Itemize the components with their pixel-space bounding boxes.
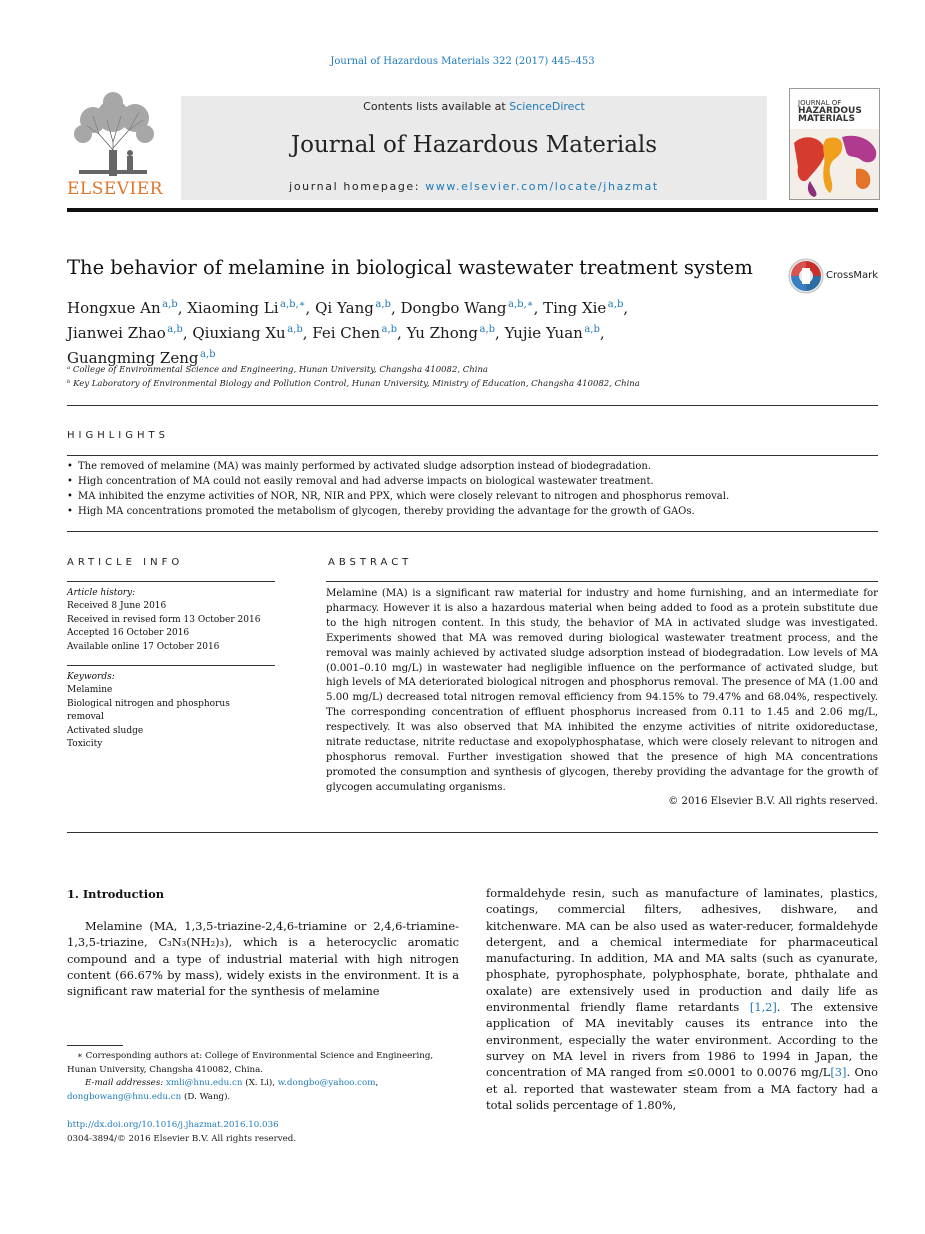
elsevier-logo[interactable] [67, 88, 163, 200]
affiliation-b: ᵇ Key Laboratory of Environmental Biology and Pollution Control, Hunan University, Ministry of Education, Changsha 410082, China [67, 379, 640, 389]
keyword: Toxicity [67, 739, 103, 750]
journal-banner [181, 96, 767, 200]
article-title: The behavior of melamine in biological wastewater treatment system [67, 256, 753, 279]
author[interactable]: Yujie Yuan $^{a,b}$, [504, 324, 605, 342]
highlight-item: • High MA concentrations promoted the metabolism of glycogen, thereby providing the advantage for the growth of GAOs. [67, 504, 878, 519]
history-online: Available online 17 October 2016 [67, 641, 220, 652]
crossmark-icon [788, 258, 824, 294]
contents-line [181, 100, 767, 113]
author[interactable]: Jianwei Zhao $^{a,b}$, [67, 324, 193, 342]
issn-line: 0304-3894/© 2016 Elsevier B.V. All rights reserved. [67, 1133, 297, 1144]
doi-block [67, 1119, 296, 1146]
author[interactable]: Hongxue An $^{a,b}$, [67, 299, 188, 317]
section-heading-introduction: 1. Introduction [67, 887, 164, 901]
author[interactable]: Yu Zhong $^{a,b}$, [406, 324, 505, 342]
divider [67, 531, 878, 532]
journal-title: Journal of Hazardous Materials [290, 132, 658, 158]
masthead-rule [67, 208, 878, 212]
author[interactable]: Qi Yang $^{a,b}$, [315, 299, 401, 317]
journal-homepage [181, 180, 767, 193]
highlights-list [67, 459, 878, 519]
crossmark-badge[interactable] [788, 258, 883, 294]
cover-world-map-icon [790, 129, 879, 199]
keyword: Activated sludge [67, 725, 144, 736]
abstract-heading: ABSTRACT [328, 557, 413, 568]
divider [67, 405, 878, 406]
email-link[interactable]: xmli@hnu.edu.cn [165, 1078, 243, 1088]
elsevier-tree-icon [69, 90, 157, 178]
homepage-link[interactable]: www.elsevier.com/locate/jhazmat [425, 180, 659, 193]
highlights-heading: HIGHLIGHTS [67, 430, 169, 441]
email-link[interactable]: dongbowang@hnu.edu.cn [67, 1091, 182, 1102]
author[interactable]: Qiuxiang Xu $^{a,b}$, [192, 324, 313, 342]
footnote-rule [67, 1045, 123, 1046]
cover-title-line-1: HAZARDOUS [798, 106, 862, 116]
author[interactable]: Fei Chen $^{a,b}$, [312, 324, 407, 342]
reference-link[interactable]: [1,2] [749, 1000, 777, 1015]
affiliation-a: ᵃ College of Environmental Science and Engineering, Hunan University, Changsha 410082, China [67, 365, 488, 375]
author[interactable]: Xiaoming Li $^{a,b,∗}$, [187, 299, 316, 317]
keywords-label: Keywords: [67, 672, 115, 682]
corresponding-footnote: ∗ Corresponding authors at: College of Environmental Science and Engineering, Hunan University, Changsha 410082, China. [67, 1051, 434, 1075]
divider [67, 581, 275, 582]
cover-journal-of: JOURNAL OF [798, 99, 842, 107]
contents-prefix: Contents lists available at [363, 100, 506, 113]
author[interactable]: Dongbo Wang $^{a,b,∗}$, [400, 299, 544, 317]
sciencedirect-link[interactable]: ScienceDirect [509, 100, 585, 113]
highlight-item: • MA inhibited the enzyme activities of NOR, NR, NIR and PPX, which were closely relevant to nitrogen and phosphorus removal. [67, 489, 878, 504]
keyword: removal [67, 712, 104, 723]
author-list [67, 294, 767, 369]
history-received: Received 8 June 2016 [67, 601, 167, 612]
divider [67, 665, 275, 666]
article-history [67, 587, 275, 654]
keyword: Biological nitrogen and phosphorus [67, 698, 230, 709]
author[interactable]: Ting Xie $^{a,b}$, [543, 299, 629, 317]
reference-link[interactable]: [3] [830, 1065, 847, 1080]
history-accepted: Accepted 16 October 2016 [67, 628, 190, 639]
author[interactable]: Guangming Zeng $^{a,b}$ [67, 349, 216, 367]
divider [67, 832, 878, 833]
abstract-copyright: © 2016 Elsevier B.V. All rights reserved. [668, 796, 878, 807]
keywords [67, 671, 275, 751]
history-label: Article history: [67, 588, 136, 598]
article-info-heading: ARTICLE INFO [67, 557, 184, 568]
cover-title-line-2: MATERIALS [798, 114, 855, 124]
intro-paragraph-right: formaldehyde resin, such as manufacture of laminates, plastics, coatings, commercial filters, adhesives, dishware, and kitchenware. MA can be also used as water-reducer, formaldehyde detergent, and a chemical intermediate for pharmaceutical manufacturing. In addition, MA and MA salts (such as cyanurate, phosphate, pyrophosphate, polyphosphate, borate, phthalate and oxalate) are extensively used in production and daily life as environmental friendly flame retardants [1,2]. The extensive application of MA inevitably causes its entrance into the environment, especially the water environment. According to the survey on MA level in rivers from 1986 to 1994 in Japan, the concentration of MA ranged from ≤0.0001 to 0.0076 mg/L[3]. Ono et al. reported that wastewater steam from a MA factory had a total solids percentage of 1.80%, [486, 886, 878, 1112]
doi-link[interactable]: http://dx.doi.org/10.1016/j.jhazmat.2016.10.036 [67, 1120, 279, 1130]
divider [326, 581, 878, 582]
cover-title [798, 99, 876, 123]
publisher-name: ELSEVIER [67, 179, 163, 199]
intro-paragraph-left: Melamine (MA, 1,3,5-triazine-2,4,6-triamine or 2,4,6-triamine-1,3,5-triazine, C₃N₃(NH₂)₃), which is a heterocyclic aromatic compound and a type of industrial material with high nitrogen content (66.67% by mass), widely exists in the environment. It is a significant raw material for the synthesis of melamine [67, 919, 459, 999]
homepage-prefix: journal homepage: [289, 180, 421, 193]
keyword: Melamine [67, 685, 113, 696]
abstract-text: Melamine (MA) is a significant raw material for industry and home furnishing, and an intermediate for pharmacy. However it is also a hazardous material when being added to food as a protein substitute due to the high nitrogen content. In this study, the behavior of MA in activated sludge was investigated. Experiments showed that MA was removed during biological wastewater treatment process, and the removal was mainly achieved by activated sludge adsorption instead of biodegradation. Low levels of MA (0.001–0.10 mg/L) in wastewater had negligible influence on the performance of activated sludge, but high levels of MA deteriorated biological nitrogen and phosphorus removal. The presence of MA (1.00 and 5.00 mg/L) decreased total nitrogen removal efficiency from 94.15% to 79.47% and 68.04%, respectively. The corresponding concentration of effluent phosphorus increased from 0.11 to 1.45 and 2.06 mg/L, respectively. It was also observed that MA inhibited the enzyme activities of nitrite oxidoreductase, nitrate reductase, nitrite reductase and exopolyphosphatase, which were closely relevant to nitrogen and phosphorus removal. Further investigation showed that the presence of high MA concentrations promoted the consumption and synthesis of glycogen, thereby providing the advantage for the growth of glycogen accumulating organisms. [326, 588, 878, 793]
email-footnote: E-mail addresses: xmli@hnu.edu.cn (X. Li), w.dongbo@yahoo.com, dongbowang@hnu.edu.cn (D. Wang). [67, 1078, 379, 1102]
masthead [67, 88, 878, 200]
journal-citation[interactable]: Journal of Hazardous Materials 322 (2017) 445–453 [330, 56, 595, 67]
highlight-item: • High concentration of MA could not easily removal and had adverse impacts on biological wastewater treatment. [67, 474, 878, 489]
journal-cover[interactable] [789, 88, 880, 200]
email-link[interactable]: w.dongbo@yahoo.com [277, 1078, 376, 1088]
highlight-item: • The removed of melamine (MA) was mainly performed by activated sludge adsorption instead of biodegradation. [67, 459, 878, 474]
divider [67, 455, 878, 456]
history-revised: Received in revised form 13 October 2016 [67, 614, 261, 625]
crossmark-label: CrossMark [826, 270, 879, 281]
